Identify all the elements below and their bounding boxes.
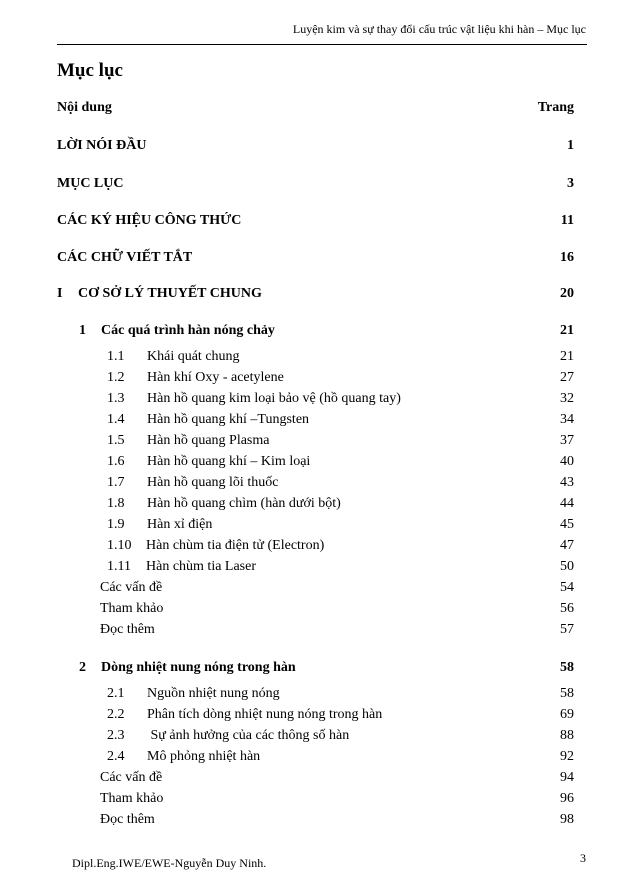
toc-part-entry	[57, 284, 574, 304]
section-page: 45	[560, 517, 574, 532]
extra-page: 98	[560, 812, 574, 827]
section-number: 2.4	[107, 749, 125, 764]
section-number: 2.2	[107, 707, 125, 722]
section-page: 88	[560, 728, 574, 743]
toc-extra-entry	[57, 768, 574, 788]
toc-section-entry	[57, 536, 574, 556]
toc-section-entry	[57, 557, 574, 577]
extra-label: Đọc thêm	[100, 622, 155, 637]
toc-extra-entry	[57, 789, 574, 809]
footer-page-number: 3	[580, 851, 586, 865]
toc-section-entry	[57, 347, 574, 367]
section-label: Nguồn nhiệt nung nóng	[147, 686, 280, 701]
section-label: Hàn chùm tia Laser	[146, 559, 257, 574]
extra-label: Các vấn đề	[100, 770, 163, 785]
section-page: 37	[560, 433, 574, 448]
page-column-header: Trang	[537, 100, 574, 115]
toc-entry	[57, 174, 574, 194]
section-number: 1.7	[107, 475, 125, 490]
toc-section-entry	[57, 431, 574, 451]
toc-chapter-entry	[57, 658, 574, 678]
chapter-number: 1	[79, 323, 86, 338]
section-number: 2.1	[107, 686, 125, 701]
section-number: 1.10	[107, 538, 132, 553]
toc-entry-label: CÁC CHỮ VIẾT TẮT	[57, 250, 193, 265]
extra-page: 56	[560, 601, 574, 616]
toc-section-entry	[57, 389, 574, 409]
section-number: 1.11	[107, 559, 131, 574]
chapter-page: 58	[560, 660, 574, 675]
extra-page: 94	[560, 770, 574, 785]
section-label: Hàn chùm tia điện tử (Electron)	[146, 538, 325, 553]
section-label: Sự ảnh hưởng của các thông số hàn	[147, 728, 350, 743]
toc-entry	[57, 136, 574, 156]
toc-section-entry	[57, 515, 574, 535]
extra-page: 54	[560, 580, 574, 595]
footer-author: Dipl.Eng.IWE/EWE-Nguyễn Duy Ninh.	[72, 856, 267, 870]
toc-section-entry	[57, 684, 574, 704]
toc-section-entry	[57, 368, 574, 388]
chapter-page: 21	[560, 323, 574, 338]
toc-section-entry	[57, 452, 574, 472]
section-page: 69	[560, 707, 574, 722]
toc-section-entry	[57, 705, 574, 725]
section-number: 1.2	[107, 370, 125, 385]
section-label: Khái quát chung	[147, 349, 240, 364]
section-label: Hàn hồ quang chìm (hàn dưới bột)	[147, 496, 341, 511]
running-header: Luyện kim và sự thay đổi cấu trúc vật liệu khi hàn – Mục lục	[292, 22, 586, 36]
section-page: 58	[560, 686, 574, 701]
extra-label: Tham khảo	[100, 791, 164, 806]
part-label: CƠ SỞ LÝ THUYẾT CHUNG	[78, 286, 262, 301]
extra-label: Các vấn đề	[100, 580, 163, 595]
toc-column-headers	[57, 98, 574, 118]
section-page: 92	[560, 749, 574, 764]
section-label: Hàn khí Oxy - acetylene	[147, 370, 284, 385]
toc-extra-entry	[57, 810, 574, 830]
section-number: 1.1	[107, 349, 125, 364]
toc-section-entry	[57, 494, 574, 514]
section-page: 34	[560, 412, 574, 427]
section-label: Hàn hồ quang Plasma	[147, 433, 270, 448]
section-page: 40	[560, 454, 574, 469]
section-number: 1.5	[107, 433, 125, 448]
toc-section-entry	[57, 726, 574, 746]
toc-entry-page: 11	[560, 213, 574, 228]
section-number: 1.9	[107, 517, 125, 532]
section-number: 1.8	[107, 496, 125, 511]
section-number: 1.3	[107, 391, 125, 406]
section-label: Hàn hồ quang lõi thuốc	[147, 475, 279, 490]
section-page: 44	[560, 496, 574, 511]
section-label: Mô phỏng nhiệt hàn	[147, 749, 261, 764]
section-label: Phân tích dòng nhiệt nung nóng trong hàn	[147, 707, 383, 722]
toc-chapter-entry	[57, 321, 574, 341]
toc-entry	[57, 248, 574, 268]
toc-extra-entry	[57, 578, 574, 598]
section-label: Hàn hồ quang khí –Tungsten	[147, 412, 310, 427]
header-rule	[57, 44, 587, 45]
toc-entry-page: 1	[567, 138, 574, 153]
toc-section-entry	[57, 473, 574, 493]
toc-entry-label: CÁC KÝ HIỆU CÔNG THỨC	[57, 213, 242, 228]
section-label: Hàn xỉ điện	[147, 517, 213, 532]
toc-extra-entry	[57, 599, 574, 619]
toc-entry-label: MỤC LỤC	[57, 176, 124, 191]
section-page: 27	[560, 370, 574, 385]
section-page: 47	[560, 538, 574, 553]
chapter-label: Dòng nhiệt nung nóng trong hàn	[101, 660, 296, 675]
section-label: Hàn hồ quang khí – Kim loại	[147, 454, 311, 469]
toc-entry-label: LỜI NÓI ĐẦU	[57, 138, 147, 153]
extra-label: Tham khảo	[100, 601, 164, 616]
toc-section-entry	[57, 410, 574, 430]
section-page: 43	[560, 475, 574, 490]
part-page: 20	[560, 286, 574, 301]
chapter-label: Các quá trình hàn nóng chảy	[101, 323, 275, 338]
page-title: Mục lục	[57, 60, 123, 81]
section-page: 21	[560, 349, 574, 364]
section-number: 2.3	[107, 728, 125, 743]
toc-extra-entry	[57, 620, 574, 640]
content-column-header: Nội dung	[57, 100, 112, 115]
extra-page: 96	[560, 791, 574, 806]
chapter-number: 2	[79, 660, 86, 675]
toc-entry	[57, 211, 574, 231]
section-page: 50	[560, 559, 574, 574]
section-page: 32	[560, 391, 574, 406]
section-label: Hàn hồ quang kim loại bảo vệ (hồ quang tay)	[147, 391, 401, 406]
section-number: 1.4	[107, 412, 125, 427]
toc-entry-page: 16	[560, 250, 574, 265]
toc-section-entry	[57, 747, 574, 767]
extra-page: 57	[560, 622, 574, 637]
toc-entry-page: 3	[567, 176, 574, 191]
extra-label: Đọc thêm	[100, 812, 155, 827]
section-number: 1.6	[107, 454, 125, 469]
part-number: I	[57, 286, 63, 301]
